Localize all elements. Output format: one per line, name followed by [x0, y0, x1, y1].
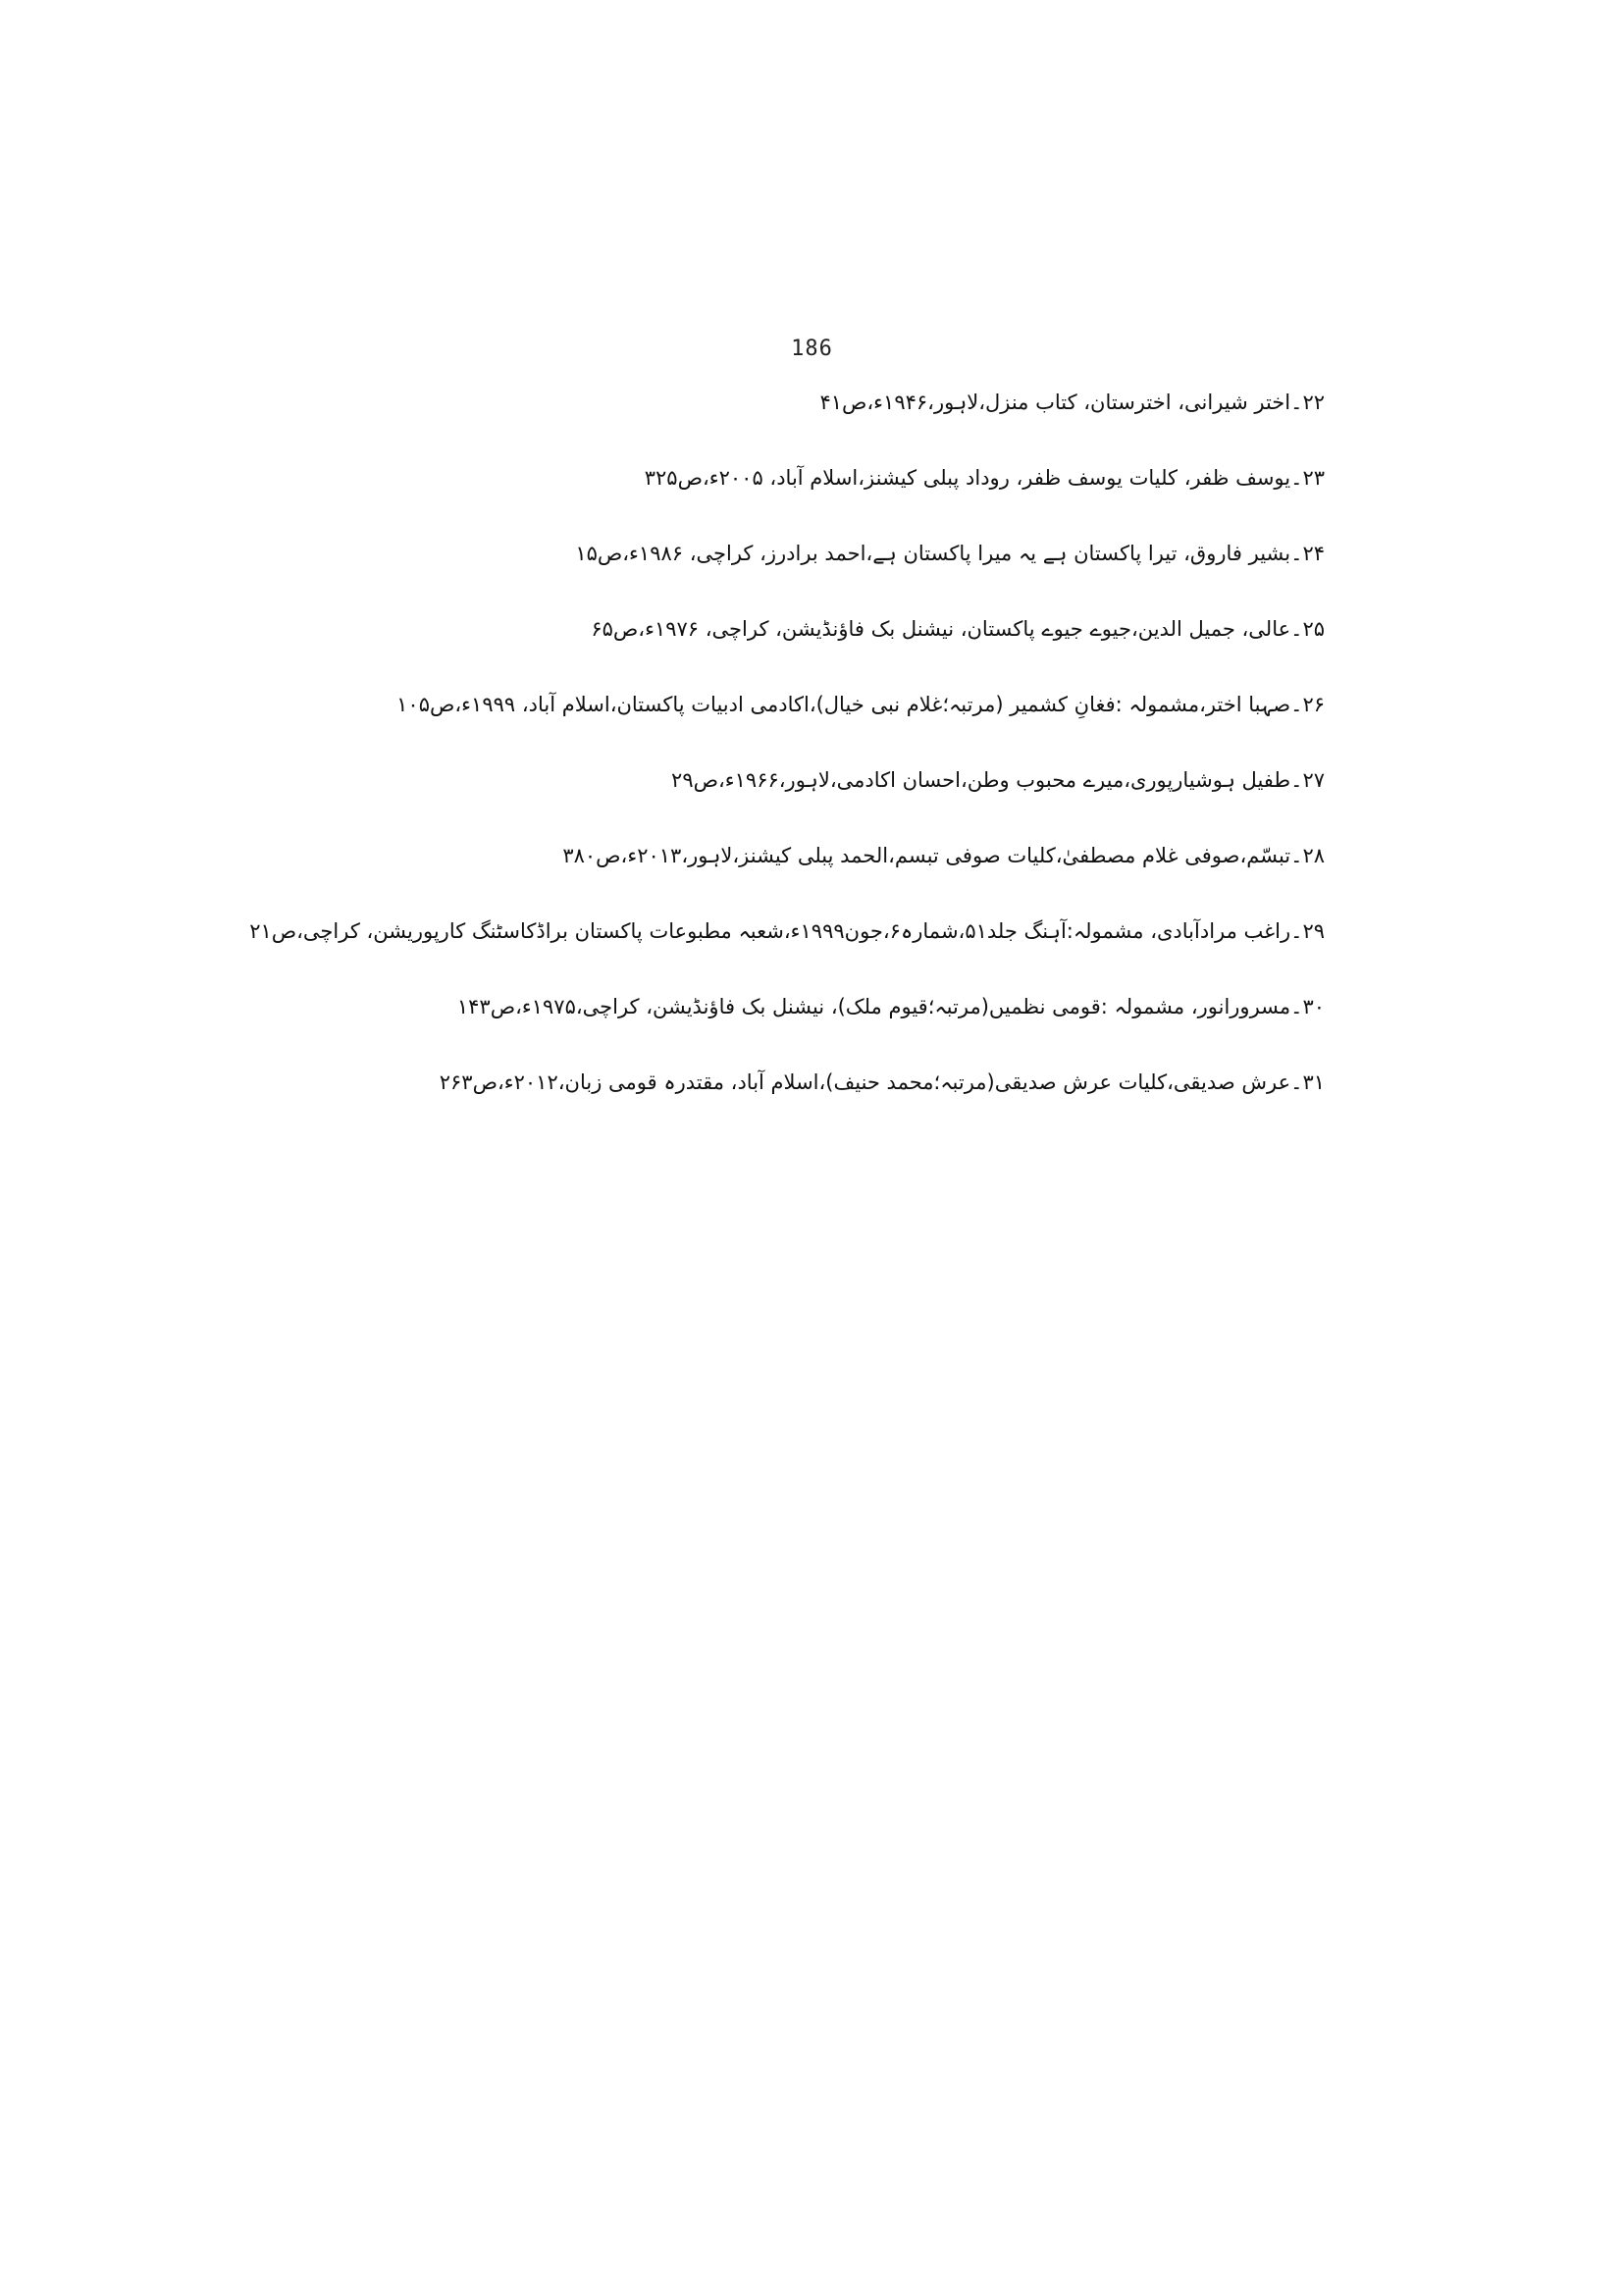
endnote-25: ۲۵۔عالی، جمیل الدین،جیوے جیوے پاکستان، نیشنل بک فاؤنڈیشن، کراچی، ۱۹۷۶ء،ص۶۵	[591, 617, 1325, 641]
endnote-27: ۲۷۔طفیل ہوشیارپوری،میرے محبوب وطن،احسان اکادمی،لاہور،۱۹۶۶ء،ص۲۹	[671, 768, 1325, 792]
page-number: 186	[791, 337, 833, 361]
endnote-30: ۳۰۔مسرورانور، مشمولہ :قومی نظمیں(مرتبہ؛قیوم ملک)، نیشنل بک فاؤنڈیشن، کراچی،۱۹۷۵ء،ص۱۴۳	[456, 995, 1325, 1018]
endnote-26: ۲۶۔صہبا اختر،مشمولہ :فغانِ کشمیر (مرتبہ؛غلام نبی خیال)،اکادمی ادبیات پاکستان،اسلام آباد، ۱۹۹۹ء،ص۱۰۵	[396, 693, 1325, 716]
endnote-29: ۲۹۔راغب مرادآبادی، مشمولہ:آہنگ جلد۵۱،شمارہ۶،جون۱۹۹۹ء،شعبہ مطبوعات پاکستان براڈکاسٹنگ کارپوریشن، کراچی،ص۲۱	[249, 919, 1325, 943]
endnote-23: ۲۳۔یوسف ظفر، کلیات یوسف ظفر، روداد پبلی کیشنز،اسلام آباد، ۲۰۰۵ء،ص۳۲۵	[644, 466, 1325, 490]
endnotes-list	[249, 378, 1325, 1133]
endnote-28: ۲۸۔تبسّم،صوفی غلام مصطفیٰ،کلیات صوفی تبسم،الحمد پبلی کیشنز،لاہور،۲۰۱۳ء،ص۳۸۰	[562, 844, 1325, 867]
endnote-24: ۲۴۔بشیر فاروق، تیرا پاکستان ہے یہ میرا پاکستان ہے،احمد برادرز، کراچی، ۱۹۸۶ء،ص۱۵	[575, 542, 1325, 565]
endnote-31: ۳۱۔عرش صدیقی،کلیات عرش صدیقی(مرتبہ؛محمد حنیف)،اسلام آباد، مقتدرہ قومی زبان،۲۰۱۲ء،ص۲۶۳	[439, 1070, 1325, 1094]
endnote-22: ۲۲۔اختر شیرانی، اخترستان، کتاب منزل،لاہور،۱۹۴۶ء،ص۴۱	[819, 391, 1325, 414]
